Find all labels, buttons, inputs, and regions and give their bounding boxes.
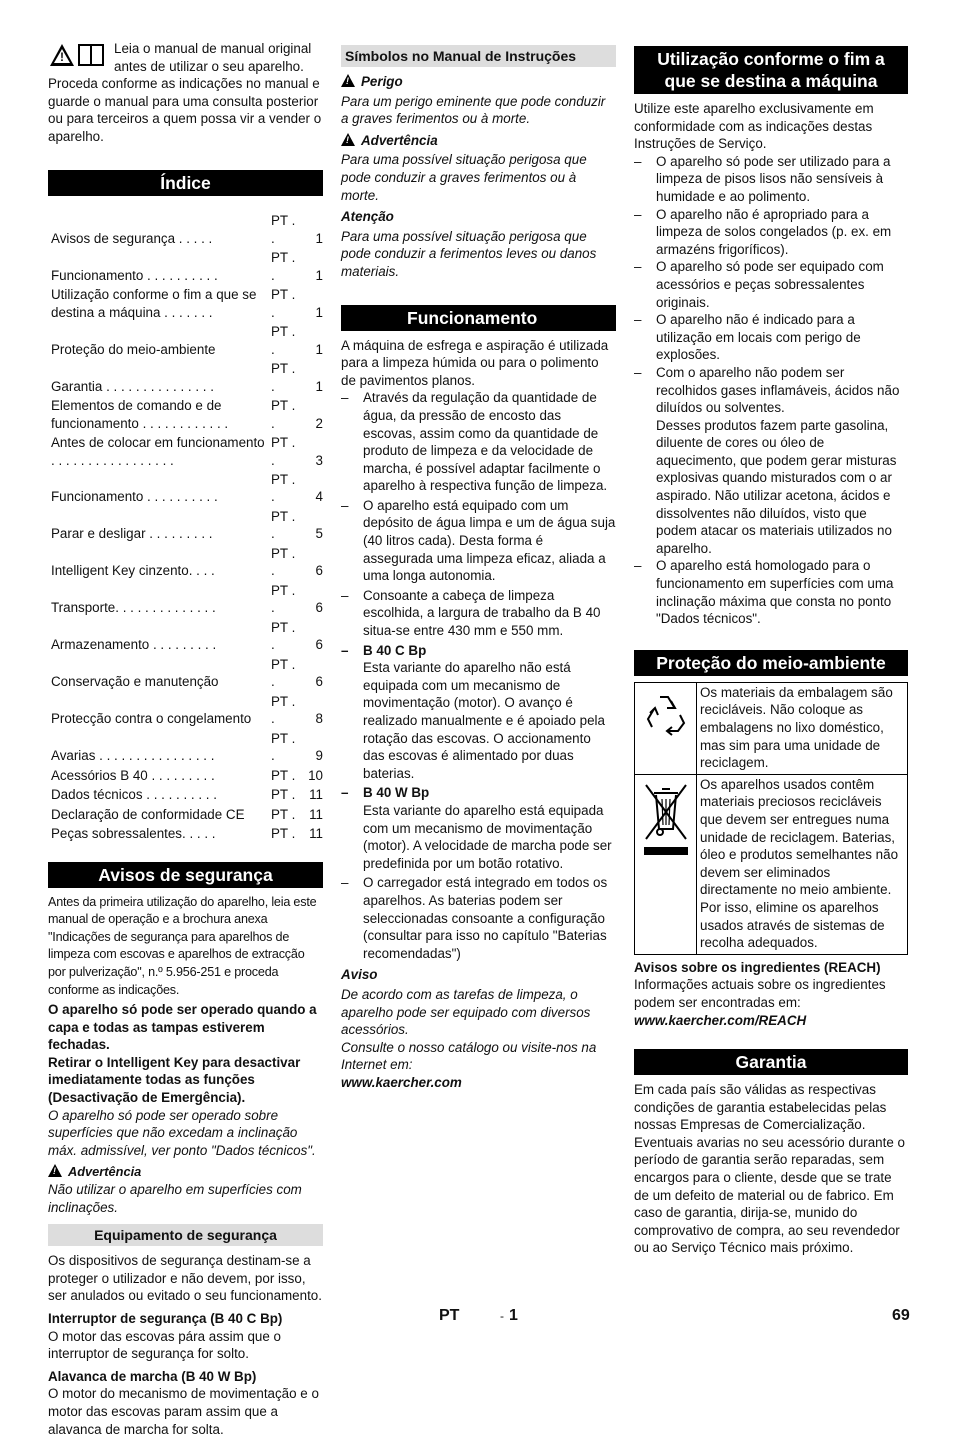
intro-text: Leia o manual de manual original antes de utilizar o seu aparelho. Proceda conforme as indicações no manual e guarde o manual para uma consulta posterior ou para terceiros a quem possa vir a vender o aparelho. [48, 41, 322, 144]
index-entry-lang: PT . [271, 767, 296, 783]
index-entry-page: 1 [315, 304, 323, 320]
equipment-text: Os dispositivos de segurança destinam-se a proteger o utilizador e não devem, por isso, ser anulados ou evitado o seu funcionamento. [48, 1253, 322, 1304]
warning-triangle-icon [341, 133, 355, 146]
index-entry-name: Acessórios B 40 . . . . . . . . . [51, 767, 215, 783]
index-entry-page: 2 [315, 415, 323, 431]
index-entry-name: Avisos de segurança . . . . . [51, 230, 213, 246]
footer-sep: - [500, 1309, 504, 1323]
safety-warning-label: !Advertência [48, 1163, 323, 1181]
environment-table [634, 682, 908, 955]
index-list [48, 212, 323, 843]
function-c-label: – B 40 C Bp [341, 642, 616, 660]
warning-label: !Advertência [341, 132, 616, 150]
index-entry-lang: PT . . [271, 693, 296, 727]
column-1 [48, 40, 323, 1438]
index-entry-lang: PT . [271, 806, 296, 822]
index-entry [48, 582, 323, 617]
safety-p1: Antes da primeira utilização do aparelho, leia este manual de operação e a brochura anexa "Indicações de segurança para aparelhos de limpeza com escovas e aparelhos de extracção por pulverização", n.º 5.956-251 e proceda conforme as indicações. [48, 894, 317, 997]
reach-title: Avisos sobre os ingredientes (REACH) [634, 959, 881, 975]
lever-title: Alavanca de marcha (B 40 W Bp) [48, 1368, 257, 1384]
index-entry-page: 11 [309, 806, 323, 822]
recycle-icon [635, 682, 697, 774]
usage-heading: Utilização conforme o fim a que se destina a máquina [634, 46, 908, 94]
index-entry-page: 1 [315, 230, 323, 246]
index-entry-page: 6 [315, 600, 323, 616]
index-entry-page: 1 [315, 378, 323, 394]
index-entry [48, 545, 323, 580]
index-entry-page: 6 [315, 563, 323, 579]
usage-item-4: – O aparelho não é indicado para a utilização em locais com perigo de explosões. [634, 311, 908, 364]
function-w-label: – B 40 W Bp [341, 784, 616, 802]
environment-heading: Proteção do meio-ambiente [634, 650, 908, 676]
usage-item-6: – O aparelho está homologado para o funcionamento em superfícies com uma inclinação máxima que consta no ponto "Dados técnicos". [634, 557, 908, 627]
footer-page-number: 69 [892, 1307, 910, 1324]
index-entry [48, 767, 323, 785]
index-entry-page: 11 [309, 825, 323, 841]
index-entry-page: 3 [315, 452, 323, 468]
index-entry-lang: PT . . [271, 619, 296, 653]
index-entry-name: Peças sobressalentes. . . . . [51, 825, 216, 841]
usage-item-5b: Desses produtos fazem parte gasolina, diluente de cores ou óleo de aquecimento, que podem gerar misturas explosivas quando misturados com o ar aspirado. Não utilizar acetona, ácidos e dissolventes não diluídos, visto que podem atacar os materiais utilizados no aparelho. [656, 417, 897, 556]
equipment-heading: Equipamento de segurança [48, 1224, 323, 1246]
index-entry-page: 1 [315, 267, 323, 283]
index-entry-lang: PT . . [271, 434, 296, 468]
index-entry-name: Transporte. . . . . . . . . . . . . . [51, 600, 216, 616]
lever-text: O motor do mecanismo de movimentação e o motor das escovas param assim que a alavanca de marcha for solta. [48, 1386, 319, 1437]
index-entry-lang: PT . . [271, 323, 296, 357]
index-entry [48, 434, 323, 469]
crossed-bin-icon [635, 774, 697, 954]
index-entry [48, 619, 323, 654]
warning-triangle-icon [341, 74, 355, 87]
function-intro: A máquina de esfrega e aspiração é utilizada para a limpeza húmida ou para o polimento de pavimentos planos. [341, 337, 609, 388]
caution-label: Atenção [341, 209, 394, 225]
environment-row-packaging [635, 682, 908, 774]
warning-triangle-icon [48, 1164, 62, 1177]
index-entry [48, 730, 323, 765]
safety-b2: Retirar o Intelligent Key para desactivar imediatamente todas as funções (Desactivação de Emergência). [48, 1054, 301, 1106]
notice-url: www.kaercher.com [341, 1074, 462, 1090]
index-entry [48, 471, 323, 506]
index-entry [48, 786, 323, 804]
index-entry [48, 806, 323, 824]
usage-item-5: – Com o aparelho não podem ser recolhidos gases inflamáveis, ácidos não diluídos ou solventes. [634, 364, 908, 417]
index-entry-name: Proteção do meio-ambiente [51, 341, 216, 357]
index-entry-page: 9 [315, 748, 323, 764]
index-entry-lang: PT . . [271, 213, 296, 246]
switch-title: Interruptor de segurança (B 40 C Bp) [48, 1311, 283, 1326]
usage-item-1: – O aparelho só pode ser utilizado para a limpeza de pisos lisos não sensíveis à humidade e ao polimento. [634, 153, 908, 206]
index-entry [48, 323, 323, 358]
index-entry-name: Funcionamento . . . . . . . . . . [51, 267, 218, 283]
index-entry-name: Utilização conforme o fim a que se destina a máquina . . . . . . . [51, 286, 257, 320]
function-w-text: Esta variante do aparelho está equipada com um mecanismo de movimentação (motor). A velocidade de marcha pode ser predefinida por um botão rotativo. [363, 802, 612, 871]
function-item-4: – O carregador está integrado em todos os aparelhos. As baterias podem ser seleccionadas consoante a configuração (consultar para isso no capítulo "Baterias recomendadas") [341, 874, 616, 962]
function-item-1: – Através da regulação da quantidade de água, da pressão de encosto das escovas, assim como da quantidade de produto de limpeza e da velocidade de marcha, é possível adaptar facilmente o aparelho à respectiva função de limpeza. [341, 389, 616, 495]
function-item-2: – O aparelho está equipado com um depósito de água limpa e um de água suja (40 litros cada). Desta forma é assegurada uma limpeza eficaz, aliada a uma longa autonomia. [341, 497, 616, 585]
index-entry-name: Garantia . . . . . . . . . . . . . . . [51, 378, 214, 394]
index-heading: Índice [48, 170, 323, 196]
index-entry-name: Armazenamento . . . . . . . . . [51, 637, 217, 653]
index-entry-lang: PT . . [271, 397, 296, 431]
index-entry-page: 6 [315, 637, 323, 653]
column-3 [634, 46, 908, 1257]
warranty-text: Em cada país são válidas as respectivas condições de garantia estabelecidas pelas nossas Empresas de Comercialização. Eventuais avarias no seu acessório durante o período de garantia serão reparadas, sem encargos para o cliente, desde que se trate de um defeito de material ou de fabrico. Em caso de garantia, dirija-se, munido do comprovativo de compra, ao seu revendedor ou ao Serviço Técnico mais próximo. [634, 1082, 905, 1256]
index-entry-lang: PT . . [271, 582, 296, 616]
safety-heading: Avisos de segurança [48, 862, 323, 888]
index-entry-page: 11 [309, 787, 323, 803]
safety-warning-text: Não utilizar o aparelho em superfícies com inclinações. [48, 1182, 302, 1215]
index-entry-name: Elementos de comando e de funcionamento . . . . . . . . . . . . [51, 397, 229, 431]
function-item-3: – Consoante a cabeça de limpeza escolhida, a largura de trabalho da B 40 situa-se entre 430 mm e 550 mm. [341, 587, 616, 640]
index-entry-lang: PT . . [271, 730, 296, 764]
reach-text: Informações actuais sobre os ingredientes podem ser encontradas em: [634, 977, 886, 1010]
notice-text-1: De acordo com as tarefas de limpeza, o aparelho pode ser equipado com diversos acessórios. [341, 986, 591, 1038]
usage-intro: Utilize este aparelho exclusivamente em conformidade com as indicações destas Instruções de Serviço. [634, 101, 874, 152]
index-entry-lang: PT . . [271, 508, 296, 542]
index-entry-lang: PT . . [271, 286, 296, 320]
environment-row-1-text: Os materiais da embalagem são recicláveis. Não coloque as embalagens no lixo doméstico, mas sim para uma unidade de reciclagem. [697, 682, 908, 774]
intro-block [48, 40, 323, 148]
column-2 [341, 45, 616, 1091]
index-entry-lang: PT . [271, 787, 296, 803]
index-entry-name: Funcionamento . . . . . . . . . . [51, 489, 218, 505]
index-entry-page: 4 [315, 489, 323, 505]
index-entry-lang: PT . . [271, 360, 296, 394]
danger-text: Para um perigo eminente que pode conduzir a graves ferimentos ou à morte. [341, 93, 606, 127]
index-entry [48, 825, 323, 843]
usage-item-2: – O aparelho não é apropriado para a limpeza de solos congelados (p. ex. em armazéns frigoríficos). [634, 206, 908, 259]
index-entry-lang: PT . . [271, 249, 296, 283]
index-entry-name: Intelligent Key cinzento. . . . [51, 563, 215, 579]
index-entry-name: Antes de colocar em funcionamento . . . . . . . . . . . . . . . . . [51, 434, 265, 468]
notice-label: Aviso [341, 967, 378, 983]
safety-b1: O aparelho só pode ser operado quando a capa e todas as tampas estiverem fechadas. [48, 1002, 317, 1053]
index-entry [48, 212, 323, 247]
index-entry-lang: PT . . [271, 656, 296, 690]
usage-item-3: – O aparelho só pode ser equipado com acessórios e peças sobressalentes originais. [634, 258, 908, 311]
environment-row-devices [635, 774, 908, 954]
index-entry [48, 286, 323, 321]
index-entry-name: Protecção contra o congelamento [51, 711, 252, 727]
reach-url: www.kaercher.com/REACH [634, 1012, 807, 1028]
switch-text: O motor das escovas pára assim que o interruptor de segurança for solto. [48, 1328, 281, 1362]
index-entry-page: 1 [315, 341, 323, 357]
footer-num: 1 [509, 1307, 518, 1324]
index-entry-page: 5 [315, 526, 323, 542]
caution-text: Para uma possível situação perigosa que pode conduzir a ferimentos leves ou danos materiais. [341, 228, 597, 279]
footer-lang: PT [439, 1307, 460, 1324]
index-entry-lang: PT . . [271, 471, 296, 505]
index-entry [48, 693, 323, 728]
index-entry [48, 508, 323, 543]
index-entry [48, 656, 323, 691]
index-entry-name: Declaração de conformidade CE [51, 806, 245, 822]
index-entry-lang: PT . . [271, 545, 296, 579]
function-c-text: Esta variante do aparelho não está equipada com um mecanismo de movimentação (motor). O avanço é realizado manualmente e é apoiado pela rotação das escovas. O accionamento das escovas é alimentado por duas baterias. [363, 660, 605, 781]
index-entry-name: Avarias . . . . . . . . . . . . . . . . [51, 748, 215, 764]
function-heading: Funcionamento [341, 305, 616, 331]
read-manual-icon: ! [48, 42, 108, 68]
safety-i1: O aparelho só pode ser operado sobre superfícies que não excedam a inclinação máx. admissível, ver ponto "Dados técnicos". [48, 1107, 316, 1158]
warranty-heading: Garantia [634, 1049, 908, 1075]
environment-row-2-text: Os aparelhos usados contêm materiais preciosos recicláveis que devem ser entregues numa unidade de reciclagem. Baterias, óleo e produtos semelhantes não devem ser eliminados directamente no meio ambiente. Por isso, elimine os aparelhos usados através de sistemas de recolha adequados. [697, 774, 908, 954]
index-entry-page: 8 [315, 711, 323, 727]
index-entry-lang: PT . [271, 825, 296, 841]
index-entry [48, 249, 323, 284]
index-entry-page: 10 [308, 767, 323, 783]
index-entry-name: Conservação e manutenção [51, 674, 219, 690]
index-entry-name: Dados técnicos . . . . . . . . . . [51, 787, 217, 803]
index-entry [48, 360, 323, 395]
index-entry-name: Parar e desligar . . . . . . . . . [51, 526, 213, 542]
symbols-heading: Símbolos no Manual de Instruções [341, 45, 616, 67]
index-entry [48, 397, 323, 432]
warning-text: Para uma possível situação perigosa que pode conduzir a graves ferimentos ou à morte. [341, 152, 587, 203]
index-entry-page: 6 [315, 674, 323, 690]
notice-text-2: Consulte o nosso catálogo ou visite-nos na Internet em: [341, 1039, 597, 1073]
danger-label: !Perigo [341, 73, 616, 91]
